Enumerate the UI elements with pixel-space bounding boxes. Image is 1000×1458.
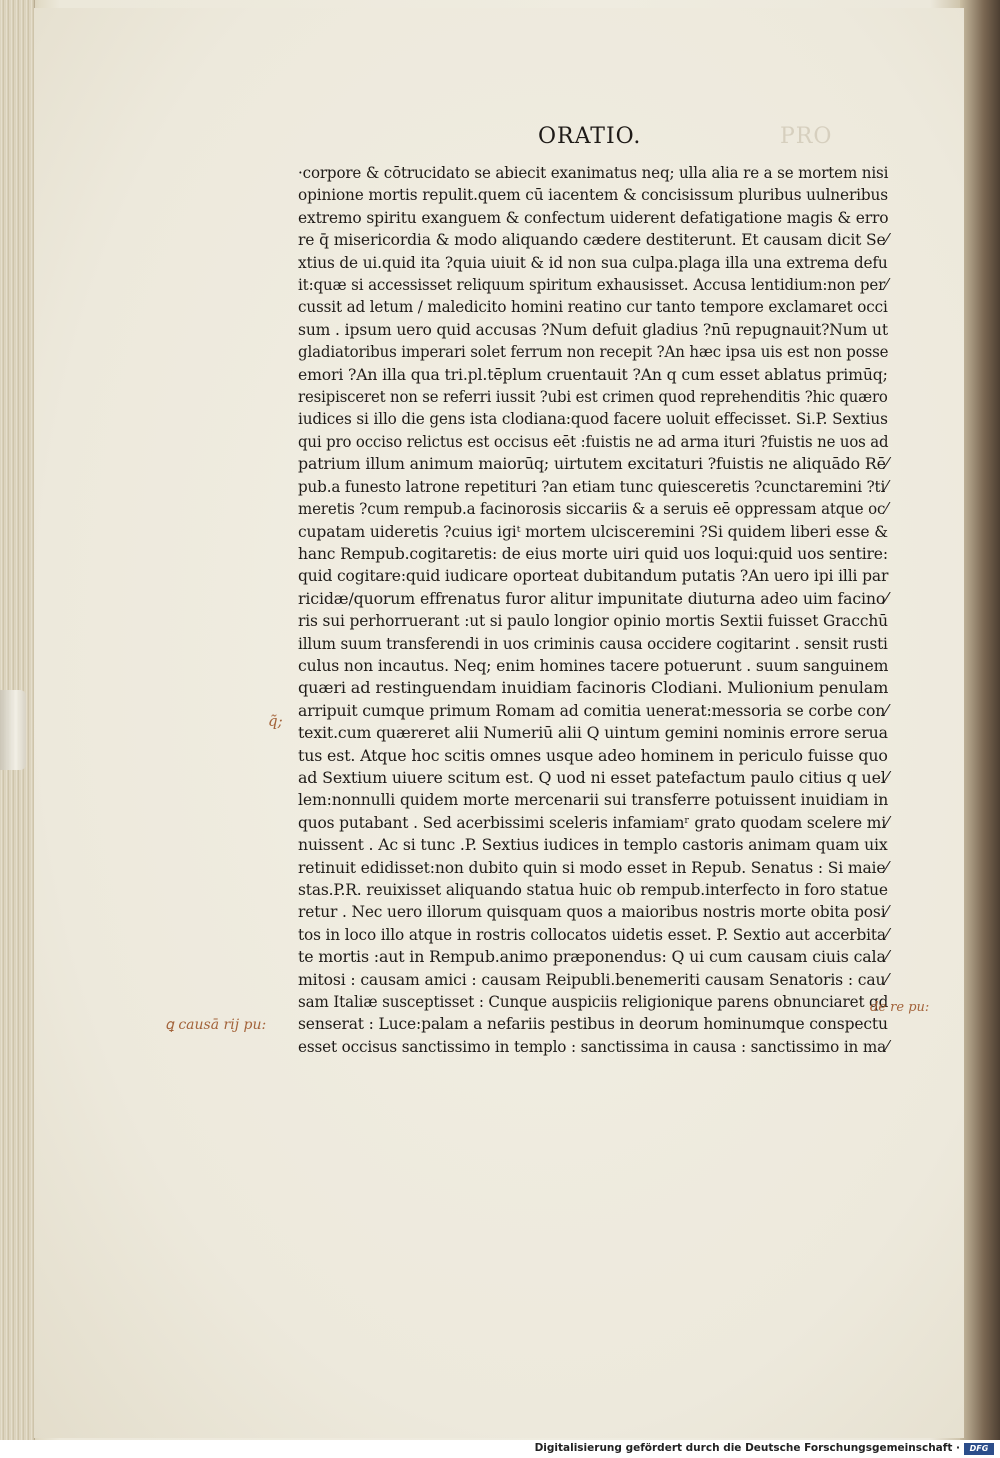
text-line: meretis ?cum rempub.a facinorosis siccariis & a seruis eē oppressam atque oc⁄ [298, 499, 888, 519]
text-line: quos putabant . Sed acerbissimi sceleris infamiamʳ grato quodam scelere mi⁄ [298, 812, 889, 832]
running-head: ORATIO. [538, 124, 642, 149]
text-line: stas.P.R. reuixisset aliquando statua huic ob rempub.interfecto in foro statue [298, 880, 888, 899]
text-line: gladiatoribus imperari solet ferrum non recepit ?An hæc ipsa uis est non posse [298, 342, 889, 362]
text-line: mitosi : causam amici : causam Reipubli.benemeriti causam Senatoris : cau⁄ [298, 969, 888, 989]
text-line: ris sui perhorruerant :ut si paulo longior opinio mortis Sextii fuisset Gracchū [298, 611, 888, 631]
dfg-logo: DFG [964, 1443, 994, 1455]
footer-bar [0, 1440, 1000, 1458]
show-through-heading: PRO [780, 124, 833, 149]
text-line: iudices si illo die gens ista clodiana:quod facere uoluit effecisset. Si.P. Sextius [298, 409, 888, 429]
text-line: te mortis :aut in Rempub.animo præponendus: Q ui cum causam ciuis cala⁄ [298, 947, 889, 967]
text-line: cussit ad letum / maledicito homini reatino cur tanto tempore exclamaret occi [298, 297, 888, 317]
funding-credit: Digitalisierung gefördert durch die Deutsche Forschungsgemeinschaft · [534, 1442, 960, 1454]
text-line: quid cogitare:quid iudicare oporteat dubitandum putatis ?An uero ipi illi par [298, 566, 889, 586]
marginal-note-left-bottom: ꝗ causā rij pu: [165, 1017, 267, 1033]
text-line: lem:nonnulli quidem morte mercenarii sui transferre potuissent inuidiam in [298, 790, 889, 810]
book-binding-edge [960, 0, 1000, 1440]
text-line: ·corpore & cōtrucidato se abiecit exanimatus neq; ulla alia re a se mortem nisi [298, 163, 889, 182]
text-line: esset occisus sanctissimo in templo : sanctissima in causa : sanctissimo in ma⁄ [298, 1036, 889, 1056]
marginal-note-right: de re pu: [870, 1000, 930, 1015]
text-line: opinione mortis repulit.quem cū iacentem & concisissum pluribus uulneribus [298, 185, 888, 205]
text-line: extremo spiritu exanguem & confectum uiderent defatigatione magis & erro [298, 207, 889, 227]
text-line: culus non incautus. Neq; enim homines tacere potuerunt . suum sanguinem [298, 655, 889, 675]
text-line: quæri ad restinguendam inuidiam facinoris Clodiani. Mulionium penulam [298, 678, 889, 698]
text-line: sam Italiæ susceptisset : Cunque auspiciis religionique parens obnunciaret qd [298, 992, 889, 1012]
page-clip [0, 690, 26, 770]
text-line: tus est. Atque hoc scitis omnes usque adeo hominem in periculo fuisse quo [298, 745, 888, 765]
text-line: illum suum transferendi in uos criminis causa occidere cogitarint . sensit rusti [298, 633, 888, 653]
text-line: hanc Rempub.cogitaretis: de eius morte uiri quid uos loqui:quid uos sentire: [298, 543, 888, 563]
text-line: ricidæ/quorum effrenatus furor alitur impunitate diuturna adeo uim facino⁄ [298, 588, 888, 608]
text-line: sum . ipsum uero quid accusas ?Num defuit gladius ?nū repugnauit?Num ut [298, 319, 888, 339]
text-line: xtius de ui.quid ita ?quia uiuit & id non sua culpa.plaga illa una extrema defu [298, 252, 888, 272]
text-line: cupatam uideretis ?cuius igiᵗ mortem ulcisceremini ?Si quidem liberi esse & [298, 521, 888, 541]
text-line: it:quæ si accessisset reliquum spiritum exhausisset. Accusa lentidium:non per⁄ [298, 275, 888, 295]
text-line: texit.cum quæreret alii Numeriū alii Q uintum gemini nominis errore serua [298, 723, 888, 743]
text-line: emori ?An illa qua tri.pl.tēplum cruentauit ?An q cum esset ablatus primūq; [298, 364, 888, 384]
text-line: patrium illum animum maiorūq; uirtutem excitaturi ?fuistis ne aliquādo Rē⁄ [298, 454, 889, 474]
text-line: ad Sextium uiuere scitum est. Q uod ni esset patefactum paulo citius q uel⁄ [298, 767, 889, 787]
text-line: qui pro occiso relictus est occisus eēt :fuistis ne ad arma ituri ?fuistis ne uos ad [298, 431, 889, 451]
text-line: retinuit edidisset:non dubito quin si modo esset in Repub. Senatus : Si maie⁄ [298, 857, 888, 877]
text-line: tos in loco illo atque in rostris collocatos uidetis esset. P. Sextio aut accerbita⁄ [298, 924, 889, 944]
text-line: nuissent . Ac si tunc .P. Sextius iudices in templo castoris animam quam uix [298, 835, 888, 855]
text-line: arripuit cumque primum Romam ad comitia uenerat:messoria se corbe con⁄ [298, 700, 888, 720]
text-line: retur . Nec uero illorum quisquam quos a maioribus nostris morte obita posi⁄ [298, 902, 888, 922]
text-line: re q̄ misericordia & modo aliquando cædere destiterunt. Et causam dicit Se⁄ [298, 230, 889, 250]
text-line: senserat : Luce:palam a nefariis pestibus in deorum hominumque conspectu [298, 1014, 888, 1034]
body-text [298, 162, 888, 1058]
marginal-note-left-top: q̃; [268, 712, 283, 730]
text-line: resipisceret non se referri iussit ?ubi est crimen quod reprehenditis ?hic quæro [298, 387, 888, 407]
text-line: pub.a funesto latrone repetituri ?an etiam tunc quiesceretis ?cunctaremini ?ti⁄ [298, 476, 888, 496]
